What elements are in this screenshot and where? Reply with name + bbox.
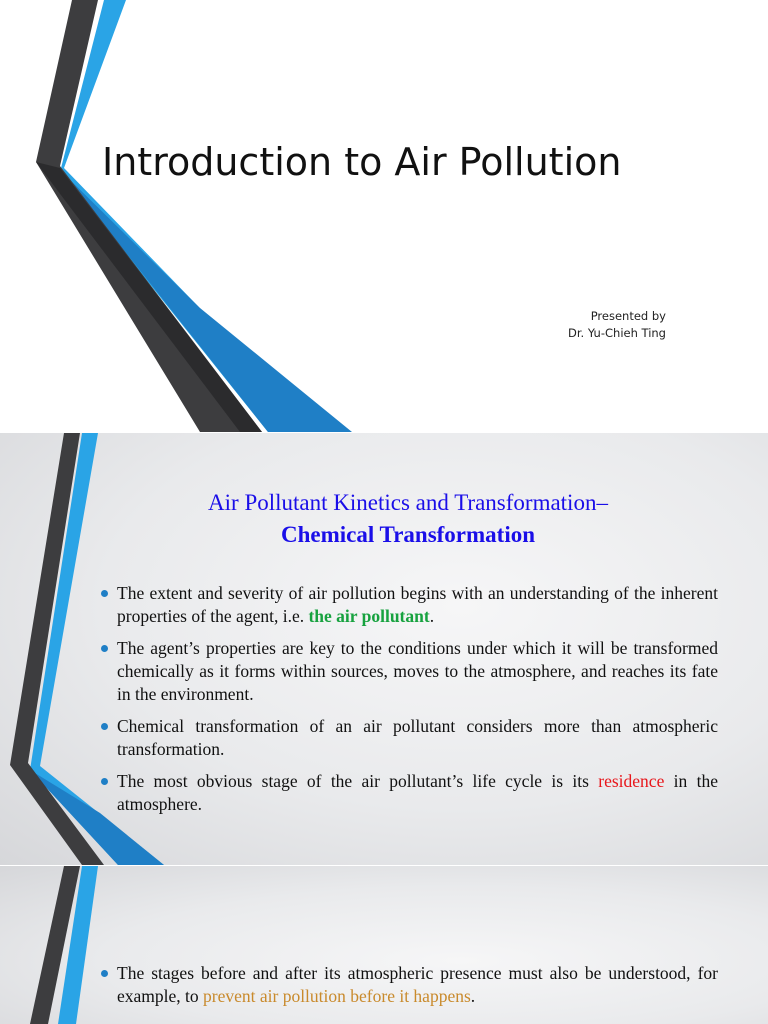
slide2-title-line1: Air Pollutant Kinetics and Transformation– [208, 490, 608, 515]
slide2-title-line2: Chemical Transformation [280, 522, 536, 547]
bullet-item: Chemical transformation of an air pollutant considers more than atmospheric transformation. [117, 716, 718, 759]
highlight-residence: residence [598, 771, 665, 791]
gray-stripe-shadow [36, 162, 262, 432]
slide3-bullet-list [117, 962, 718, 1017]
presented-by-label: Presented by [590, 309, 666, 323]
presenter-block [568, 308, 666, 342]
bullet-item: The extent and severity of air pollution begins with an understanding of the inherent properties of the agent, i.e. the air pollutant. [117, 583, 718, 626]
bullet-item: The stages before and after its atmospheric presence must also be understood, for example, to prevent air pollution before it happens. [117, 963, 718, 1006]
presenter-name: Dr. Yu-Chieh Ting [568, 326, 666, 340]
slide2-bullet-list [117, 582, 718, 825]
slide2-heading [150, 487, 666, 551]
highlight-prevent: prevent air pollution before it happens [203, 986, 471, 1006]
bullet-item: The most obvious stage of the air pollutant’s life cycle is its residence in the atmosphere. [117, 771, 718, 814]
title-slide [0, 0, 768, 432]
presentation-title: Introduction to Air Pollution [102, 140, 622, 184]
decorative-stripes [0, 0, 768, 432]
bullet-item: The agent’s properties are key to the conditions under which it will be transformed chemically as it forms within sources, moves to the atmosphere, and reaches its fate in the environment. [117, 638, 718, 704]
highlight-air-pollutant: the air pollutant [308, 606, 430, 626]
